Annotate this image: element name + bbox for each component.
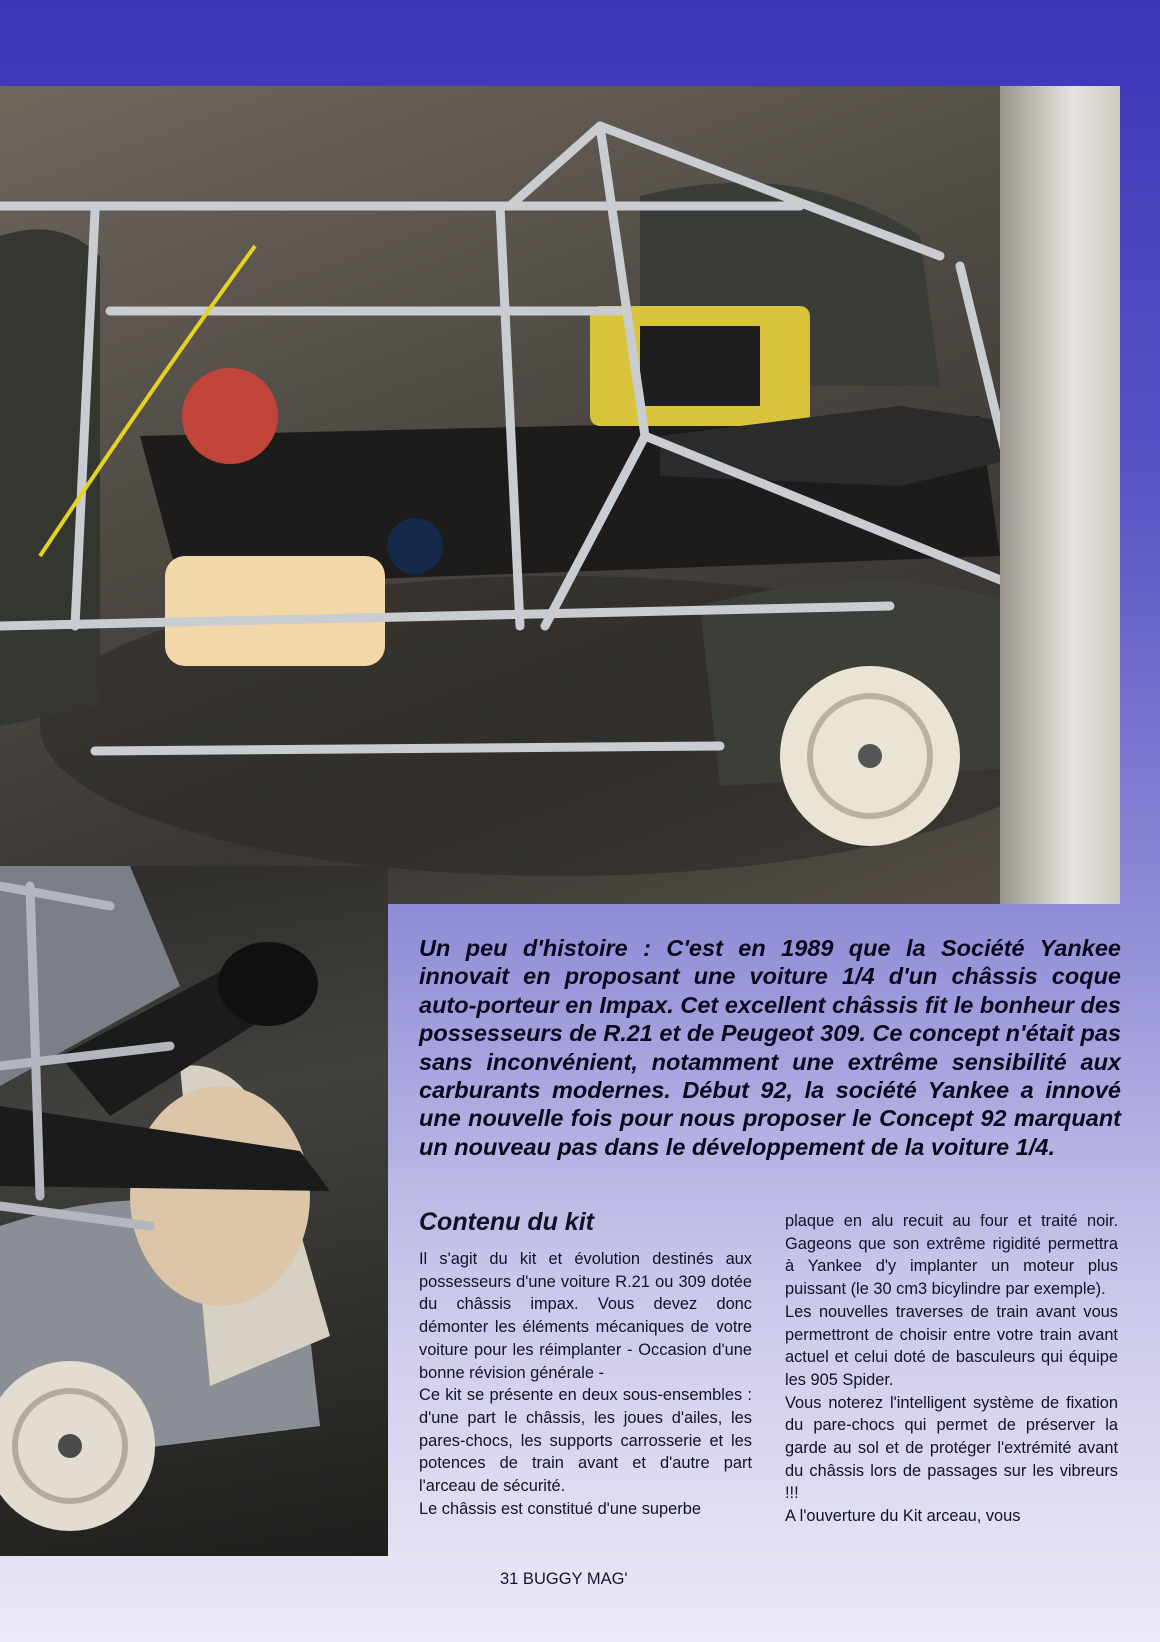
curb — [1000, 86, 1120, 904]
paragraph: Vous noterez l'intelligent système de fixation du pare-chocs qui permet de préserver la garde au sol et de protéger l'extrémité avant du châssis lors de passages sur les vibreurs !!! — [785, 1393, 1118, 1503]
intro-paragraph: Un peu d'histoire : C'est en 1989 que la Société Yankee innovait en proposant une voiture 1/4 d'un châssis coque auto-porteur en Impax. Cet excellent châssis fit le bonheur des possesseurs de R.21 et de Peugeot 309. Ce concept n'était pas sans inconvénient, notamment une extrême sensibilité aux carburants modernes. Début 92, la société Yankee a innové une nouvelle fois pour nous proposer le Concept 92 marquant un nouveau pas dans le développement de la voiture 1/4. — [419, 935, 1121, 1160]
text-column-1 — [419, 1248, 752, 1520]
page-footer: 31 BUGGY MAG' — [500, 1570, 628, 1588]
paragraph: Les nouvelles traverses de train avant vous permettront de choisir entre votre train avant actuel et celui doté de basculeurs qui équipe les 905 Spider. — [785, 1302, 1118, 1389]
paragraph: A l'ouverture du Kit arceau, vous — [785, 1507, 1021, 1526]
chassis-photo — [0, 86, 1120, 904]
text-column-2 — [785, 1210, 1118, 1528]
section-title: Contenu du kit — [419, 1208, 594, 1236]
paragraph: plaque en alu recuit au four et traité noir. Gageons que son extrême rigidité permettra à Yankee d'y implanter un moteur plus puissant (le 30 cm3 bicylindre par exemple). — [785, 1212, 1118, 1299]
paragraph: Ce kit se présente en deux sous-ensembles : d'une part le châssis, les joues d'ailes, les pares-chocs, les supports carrosserie et les potences de train avant et d'autre part l'arceau de sécurité. — [419, 1386, 752, 1496]
engine-detail-photo — [0, 866, 388, 1556]
engine-detail-illustration — [0, 866, 388, 1556]
chassis-illustration — [0, 86, 1120, 904]
paragraph: Le châssis est constitué d'une superbe — [419, 1499, 701, 1518]
paragraph: Il s'agit du kit et évolution destinés aux possesseurs d'une voiture R.21 ou 309 dotée du châssis impax. Vous devez donc démonter les éléments mécaniques de votre voiture pour les réimplanter - Occasion d'une bonne révision générale - — [419, 1250, 752, 1382]
